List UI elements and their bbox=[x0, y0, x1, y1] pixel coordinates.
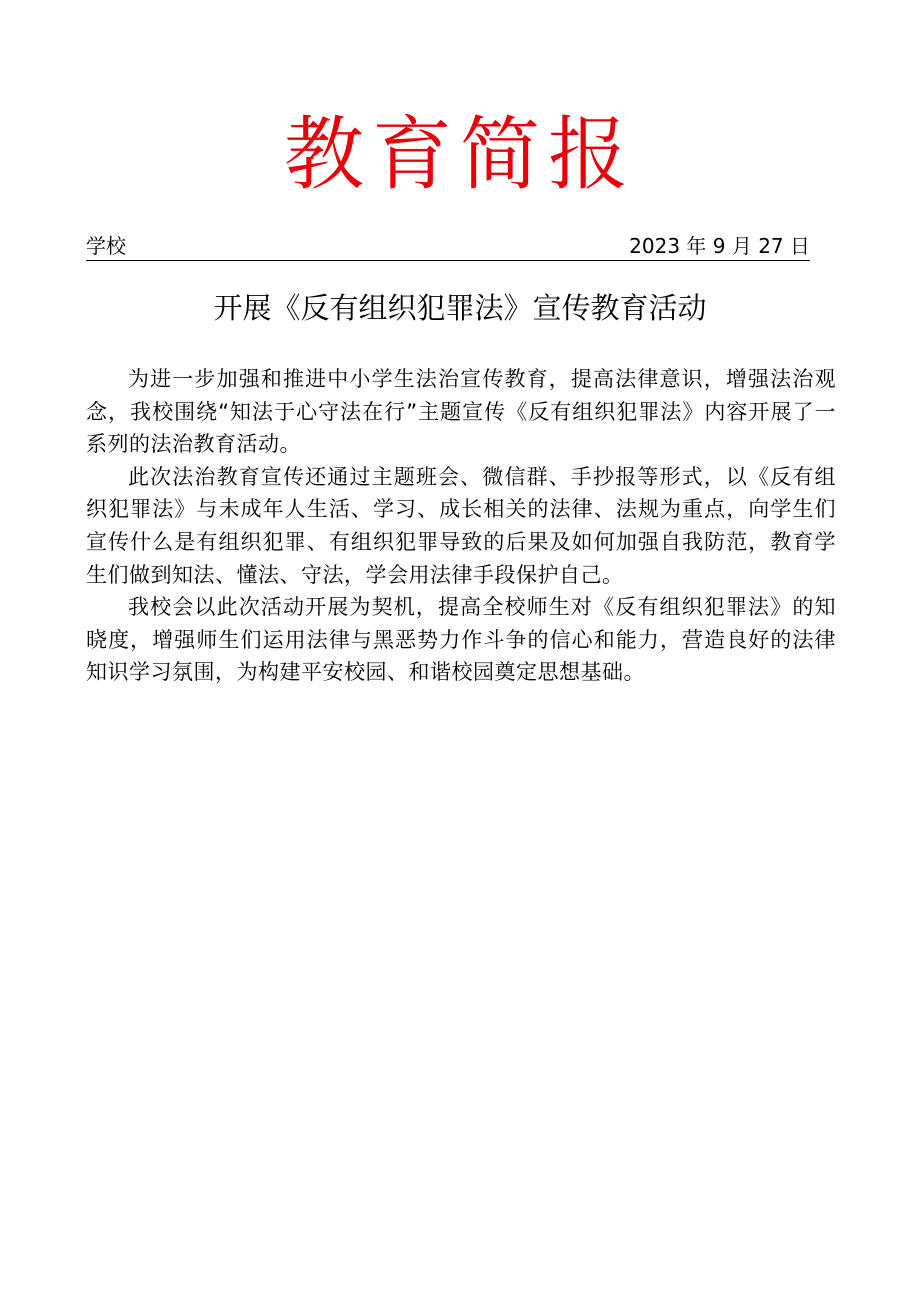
header-info-line bbox=[86, 230, 810, 261]
school-label: 学校 bbox=[86, 234, 126, 258]
article-paragraph: 我校会以此次活动开展为契机，提高全校师生对《反有组织犯罪法》的知晓度，增强师生们运用法律与黑恶势力作斗争的信心和能力，营造良好的法律知识学习氛围，为构建平安校园、和谐校园奠定思想基础。 bbox=[86, 595, 836, 685]
article-paragraph: 为进一步加强和推进中小学生法治宣传教育，提高法律意识，增强法治观念，我校围绕“知法于心守法在行”主题宣传《反有组织犯罪法》内容开展了一系列的法治教育活动。 bbox=[86, 367, 836, 457]
article-paragraph: 此次法治教育宣传还通过主题班会、微信群、手抄报等形式，以《反有组织犯罪法》与未成年人生活、学习、成长相关的法律、法规为重点，向学生们宣传什么是有组织犯罪、有组织犯罪导致的后果及如何加强自我防范，教育学生们做到知法、懂法、守法，学会用法律手段保护自己。 bbox=[86, 464, 836, 587]
issue-date: 2023 年 9 月 27 日 bbox=[629, 234, 810, 258]
article-title: 开展《反有组织犯罪法》宣传教育活动 bbox=[213, 291, 707, 325]
masthead-title: 教育简报 bbox=[284, 108, 636, 201]
article-body bbox=[86, 363, 836, 689]
